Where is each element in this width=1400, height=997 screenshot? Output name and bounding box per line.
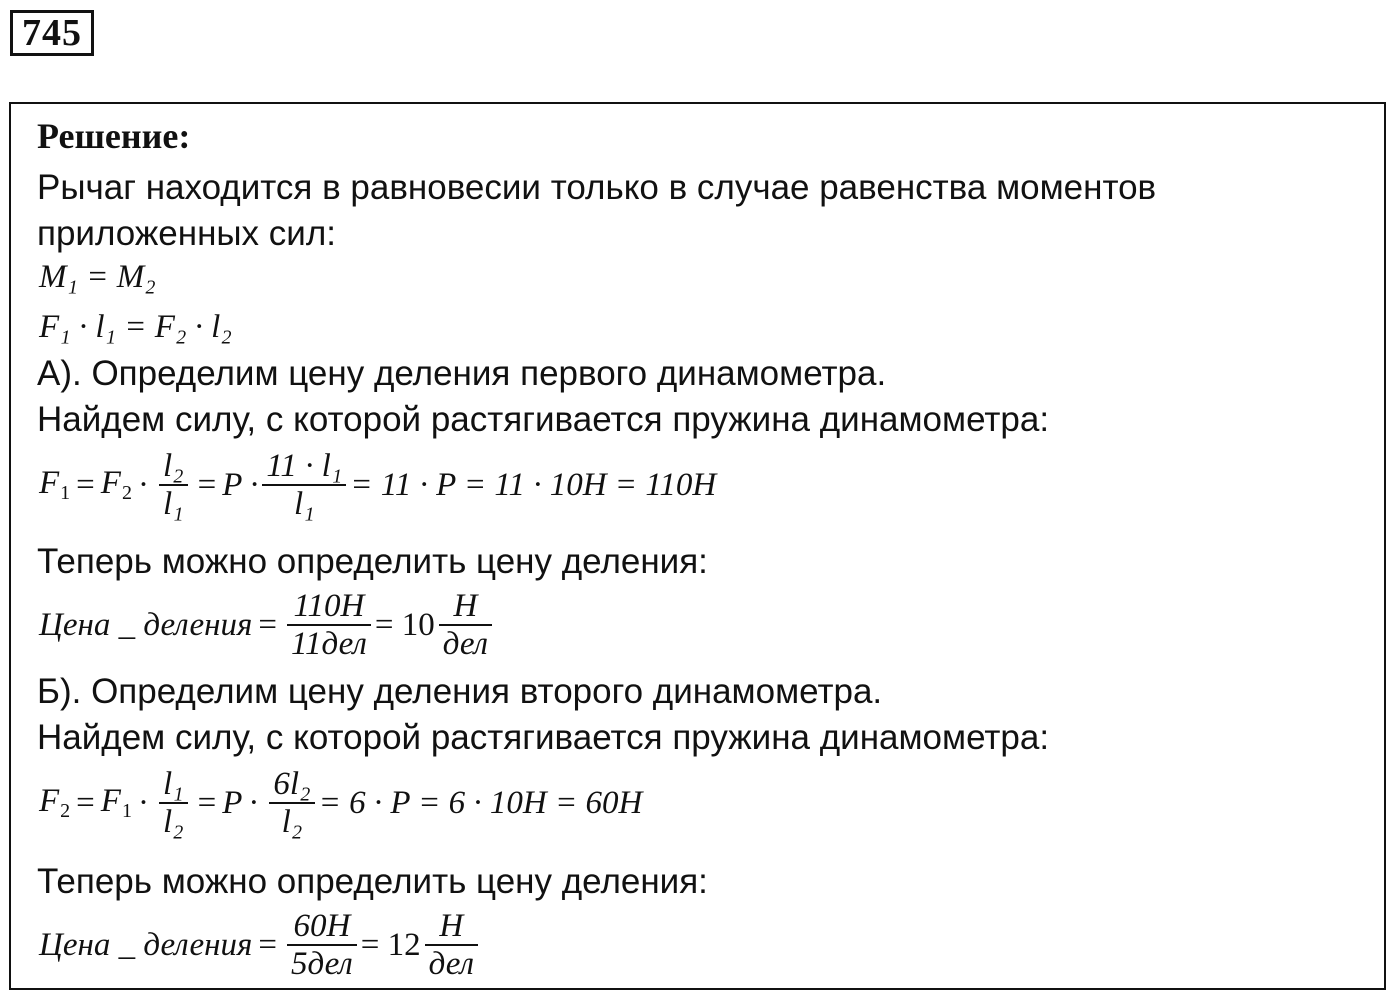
fraction-numerator: H <box>439 908 464 944</box>
fraction-denominator: 5дел <box>290 946 353 982</box>
fraction-l2-l1 <box>159 448 188 522</box>
now-price-b: Теперь можно определить цену деления: <box>37 862 708 901</box>
fraction-denominator: l₂ <box>162 804 184 840</box>
f1-lhs: $F_1$ <box>39 465 71 504</box>
fraction-denominator: l₂ <box>281 804 303 840</box>
problem-number: 745 <box>10 10 94 56</box>
formula-f1 <box>39 450 716 520</box>
fraction-l1-l2 <box>159 766 188 840</box>
fraction-6l2-l2 <box>269 766 314 840</box>
fraction-denominator: дел <box>442 626 489 662</box>
part-b-heading: Б). Определим цену деления второго динамометра. <box>37 672 883 711</box>
equals-sign: = <box>197 784 217 821</box>
fraction-11l1-l1 <box>262 448 346 522</box>
fraction-unit <box>439 588 492 662</box>
fraction-denominator: 11дел <box>290 626 367 662</box>
formula-forces: F₁ · l₁ = F₂ · l₂ <box>39 308 232 345</box>
dot-operator: · <box>137 466 149 503</box>
intro-line-2: приложенных сил: <box>37 214 336 253</box>
f1-rhs-mid: P · <box>222 466 259 503</box>
price-label: Цена _ деления <box>39 606 253 643</box>
fraction-numerator: 110H <box>293 588 365 624</box>
solution-heading: Решение: <box>37 116 191 156</box>
fraction-numerator: 11 · l₁ <box>266 448 343 484</box>
fraction-110h-11del <box>287 588 371 662</box>
fraction-numerator: l₁ <box>162 766 184 802</box>
equals-sign: = <box>197 466 217 503</box>
f2-f1: $F_1$ <box>100 783 132 822</box>
fraction-denominator: дел <box>428 946 474 982</box>
equals-sign: = <box>258 926 277 963</box>
fraction-numerator: 60H <box>293 908 351 944</box>
fraction-numerator: H <box>453 588 478 624</box>
now-price-a: Теперь можно определить цену деления: <box>37 542 708 581</box>
formula-f2 <box>39 768 642 838</box>
fraction-60h-5del <box>287 908 357 982</box>
equals-sign: = <box>76 784 95 821</box>
fraction-numerator: l₂ <box>162 448 184 484</box>
price-mid: = 12 <box>360 926 421 963</box>
f1-tail: = 11 · P = 11 · 10H = 110H <box>350 466 717 503</box>
price-label: Цена _ деления <box>39 926 253 963</box>
f2-lhs: $F_2$ <box>39 783 71 822</box>
price-mid: = 10 <box>374 606 435 643</box>
find-force-b: Найдем силу, с которой растягивается пружина динамометра: <box>37 718 1050 757</box>
intro-line-1: Рычаг находится в равновесии только в случае равенства моментов <box>37 168 1157 207</box>
formula-price-a <box>39 590 496 660</box>
fraction-numerator: 6l₂ <box>273 766 311 802</box>
fraction-denominator: l₁ <box>162 486 184 522</box>
formula-moments: M₁ = M₂ <box>39 258 156 295</box>
solution-panel <box>9 102 1386 990</box>
dot-operator: · <box>137 784 149 821</box>
find-force-a: Найдем силу, с которой растягивается пружина динамометра: <box>37 400 1050 439</box>
f2-p: P <box>222 784 243 821</box>
dot-operator: · <box>248 784 260 821</box>
f1-f2: $F_2$ <box>100 465 132 504</box>
equals-sign: = <box>258 606 277 643</box>
fraction-denominator: l₁ <box>293 486 315 522</box>
formula-price-b <box>39 910 482 980</box>
f2-tail: = 6 · P = 6 · 10H = 60H <box>318 784 643 821</box>
part-a-heading: А). Определим цену деления первого динамометра. <box>37 354 887 393</box>
fraction-unit <box>425 908 478 982</box>
equals-sign: = <box>76 466 95 503</box>
